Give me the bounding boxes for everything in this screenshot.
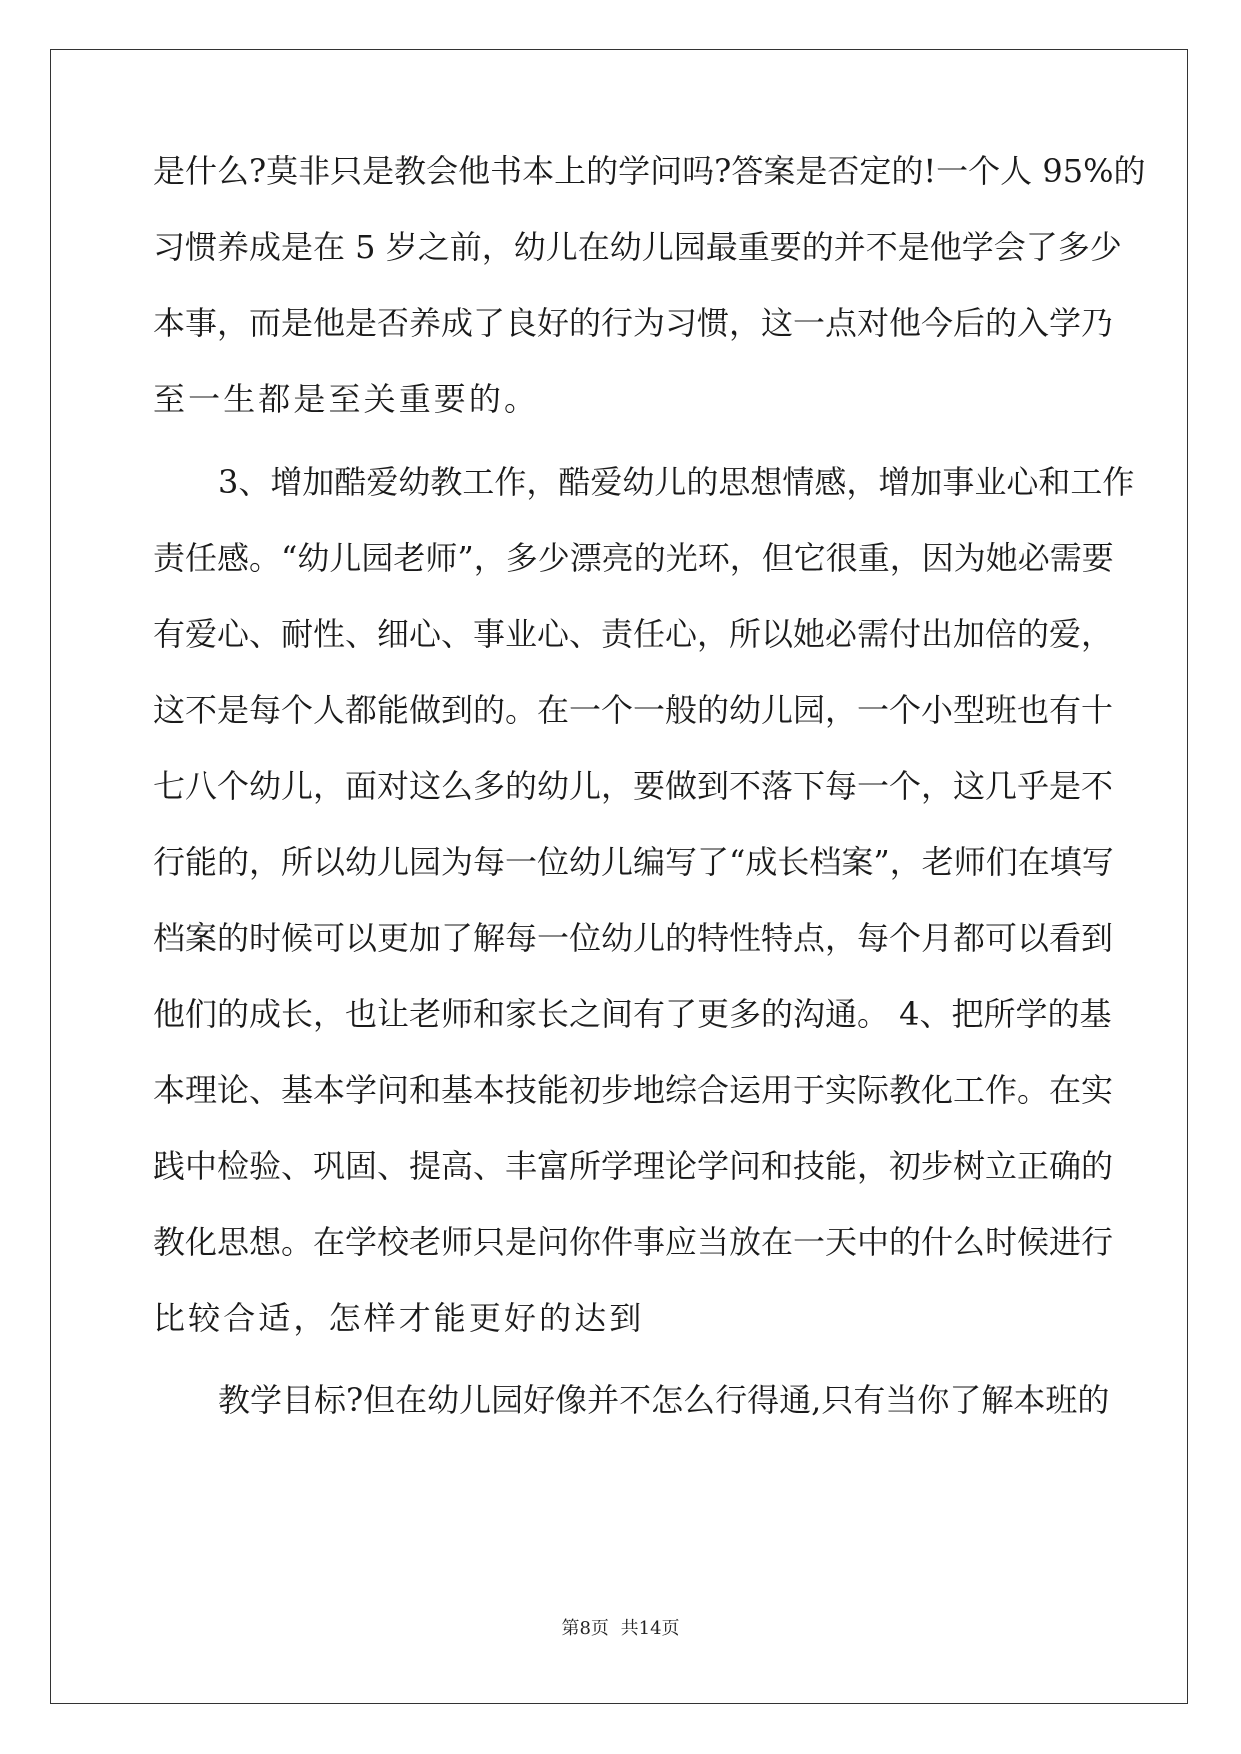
page-number: 第8页: [561, 1618, 609, 1639]
text-line: 是什么?莫非只是教会他书本上的学问吗?答案是否定的!一个人 95%的: [153, 152, 1146, 190]
text-line: 这不是每个人都能做到的。在一个一般的幼儿园，一个小型班也有十: [153, 691, 1114, 729]
text-line: 有爱心、耐性、细心、事业心、责任心，所以她必需付出加倍的爱，: [153, 615, 1114, 653]
text-line: 他们的成长，也让老师和家长之间有了更多的沟通。 4、把所学的基: [153, 995, 1112, 1033]
paragraph-first-line: 教学目标?但在幼儿园好像并不怎么行得通,只有当你了解本班的: [218, 1381, 1110, 1419]
page-footer: [0, 1618, 1241, 1640]
text-line: 比较合适，怎样才能更好的达到: [153, 1299, 645, 1337]
paragraph-first-line: 3、增加酷爱幼教工作，酷爱幼儿的思想情感，增加事业心和工作: [218, 463, 1135, 501]
text-line: 档案的时候可以更加了解每一位幼儿的特性特点，每个月都可以看到: [153, 919, 1114, 957]
text-line: 至一生都是至关重要的。: [153, 380, 540, 418]
text-line: 习惯养成是在 5 岁之前，幼儿在幼儿园最重要的并不是他学会了多少: [153, 228, 1122, 266]
text-line: 责任感。“幼儿园老师”，多少漂亮的光环，但它很重，因为她必需要: [153, 539, 1114, 577]
text-line: 践中检验、巩固、提高、丰富所学理论学问和技能，初步树立正确的: [153, 1147, 1114, 1185]
page-total: 共14页: [620, 1618, 680, 1639]
text-line: 七八个幼儿，面对这么多的幼儿，要做到不落下每一个，这几乎是不: [153, 767, 1114, 805]
text-line: 本理论、基本学问和基本技能初步地综合运用于实际教化工作。在实: [153, 1071, 1114, 1109]
text-line: 本事，而是他是否养成了良好的行为习惯，这一点对他今后的入学乃: [153, 304, 1114, 342]
text-line: 教化思想。在学校老师只是问你件事应当放在一天中的什么时候进行: [153, 1223, 1114, 1261]
text-line: 行能的，所以幼儿园为每一位幼儿编写了“成长档案”，老师们在填写: [153, 843, 1114, 881]
